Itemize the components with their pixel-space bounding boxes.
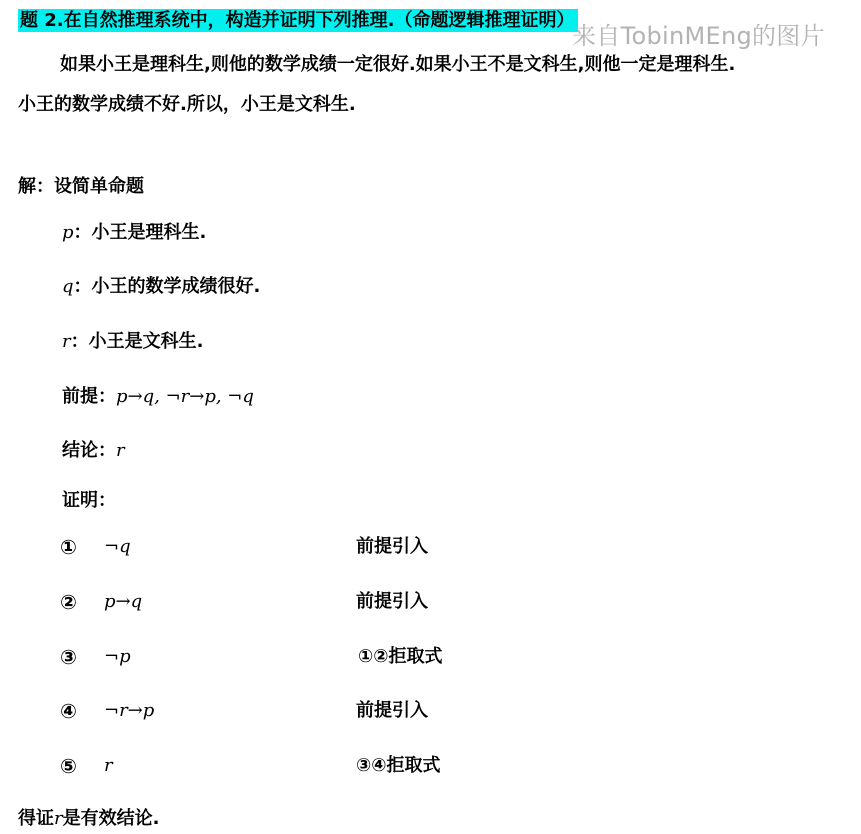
watermark: 来自TobinMEng的图片 [572,22,825,50]
final-suffix: 是有效结论. [62,808,160,829]
conclusion-label: 结论： [62,440,116,461]
conclusion-formula: r [116,440,125,461]
proposition-q [62,276,260,298]
proposition-q-text: ：小王的数学成绩很好. [73,276,261,297]
var-q: q [62,276,74,297]
step-5-number: ⑤ [60,754,77,778]
premise-line [62,386,254,408]
step-2-number: ② [60,590,77,614]
step-1-reason: 前提引入 [356,536,428,557]
step-5-reason: ③④拒取式 [356,755,441,776]
step-3-formula: ¬p [104,646,131,667]
step-1-number: ① [60,535,77,559]
final-var: r [54,808,63,829]
step-4-formula: ¬r→p [104,700,155,721]
problem-line-1: 如果小王是理科生,则他的数学成绩一定很好.如果小王不是文科生,则他一定是理科生. [60,54,736,75]
proof-label: 证明： [62,490,116,511]
premise-formula: p→q, ¬r→p, ¬q [116,386,254,407]
step-4-reason: 前提引入 [356,700,428,721]
problem-title [18,10,578,32]
final-prefix: 得证 [18,808,54,829]
conclusion-line [62,440,125,462]
proposition-p [62,222,206,244]
var-p: p [62,222,74,243]
step-2-formula: p→q [104,591,143,612]
step-1-formula: ¬q [104,536,131,557]
proposition-r-text: ：小王是文科生. [70,331,204,352]
final-statement [18,808,159,830]
var-r: r [62,331,71,352]
step-2-reason: 前提引入 [356,591,428,612]
title-highlight: 题 2.在自然推理系统中，构造并证明下列推理.（命题逻辑推理证明） [18,9,578,32]
proposition-r [62,331,203,353]
solution-intro: 解：设简单命题 [18,176,144,197]
proposition-p-text: ：小王是理科生. [73,222,207,243]
step-3-number: ③ [60,645,77,669]
step-3-reason: ①②拒取式 [358,646,443,667]
step-4-number: ④ [60,699,77,723]
premise-label: 前提： [62,386,116,407]
step-5-formula: r [104,755,113,776]
problem-line-2: 小王的数学成绩不好.所以，小王是文科生. [18,94,356,115]
